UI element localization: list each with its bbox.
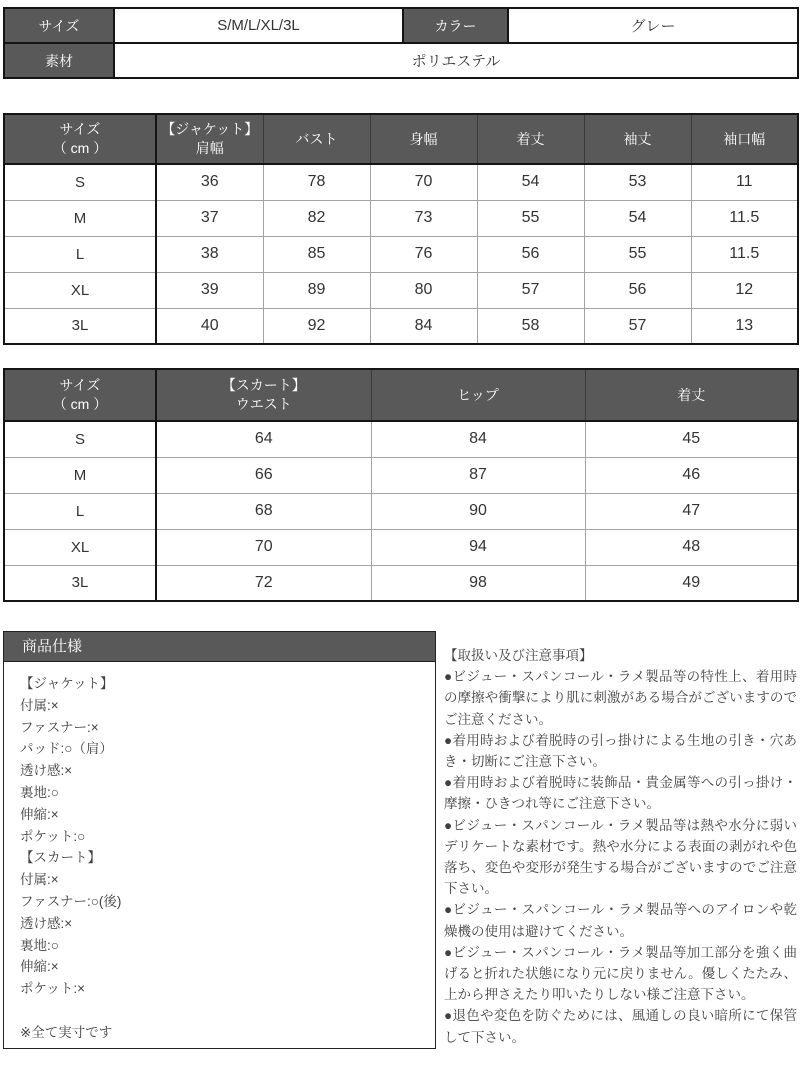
measurement-cell: 78 xyxy=(263,164,370,200)
measurement-cell: 49 xyxy=(585,565,798,601)
jacket-spec-item: 透け感:× xyxy=(20,763,73,779)
measurement-cell: 58 xyxy=(477,308,584,344)
color-value-cell: グレー xyxy=(508,8,798,43)
product-spec-body xyxy=(4,662,435,1044)
measurement-cell: 12 xyxy=(691,272,798,308)
skirt-spec-list xyxy=(20,869,419,1000)
size-row xyxy=(4,565,798,601)
material-header-cell: 素材 xyxy=(4,43,114,78)
measurement-cell: 98 xyxy=(371,565,585,601)
measurement-cell: 85 xyxy=(263,236,370,272)
skirt-spec-item: 伸縮:× xyxy=(20,959,59,975)
size-label-cell: 3L xyxy=(4,308,156,344)
measurement-cell: 70 xyxy=(156,529,371,565)
jacket-first-measure-header xyxy=(156,114,263,164)
care-note-item: ●着用時および着脱時に装飾品・貴金属等への引っ掛け・摩擦・ひきつれ等にご注意下さい。 xyxy=(444,775,797,812)
jacket-spec-item: 付属:× xyxy=(20,697,59,713)
skirt-spec-item: ファスナー:○(後) xyxy=(20,893,122,909)
skirt-first-measure-header xyxy=(156,369,371,421)
jacket-spec-list xyxy=(20,695,419,848)
measurement-cell: 92 xyxy=(263,308,370,344)
product-spec-title: 商品仕様 xyxy=(4,632,435,662)
size-label-cell: M xyxy=(4,200,156,236)
care-note-item: ●ビジュー・スパンコール・ラメ製品等加工部分を強く曲げると折れた状態になり元に戻りません。優しくたたみ、上から押さえたり叩いたりしない様ご注意下さい。 xyxy=(444,944,797,1003)
care-note-item: ●ビジュー・スパンコール・ラメ製品等の特性上、着用時の摩擦や衝撃により肌に刺激がある場合がございますのでご注意ください。 xyxy=(444,669,797,727)
jacket-spec-item: ファスナー:× xyxy=(20,719,99,735)
measurement-cell: 40 xyxy=(156,308,263,344)
measurement-cell: 73 xyxy=(370,200,477,236)
measurement-cell: 89 xyxy=(263,272,370,308)
measure-column-header: 着丈 xyxy=(585,369,798,421)
care-note-item: ●ビジュー・スパンコール・ラメ製品等へのアイロンや乾燥機の使用は避けてください。 xyxy=(444,902,797,939)
product-info-table xyxy=(3,7,799,79)
info-row-material xyxy=(4,43,798,78)
measurement-cell: 39 xyxy=(156,272,263,308)
product-spec-box xyxy=(3,631,436,1049)
jacket-spec-item: ポケット:○ xyxy=(20,828,86,844)
jacket-size-table xyxy=(3,113,799,345)
size-label-cell: S xyxy=(4,421,156,457)
measurement-cell: 38 xyxy=(156,236,263,272)
care-notes-title: 【取扱い及び注意事項】 xyxy=(444,648,593,663)
measure-column-header: 袖丈 xyxy=(584,114,691,164)
measure-column-header: ヒップ xyxy=(371,369,585,421)
skirt-first-measure-label: ウエスト xyxy=(235,396,292,412)
color-header-cell: カラー xyxy=(403,8,508,43)
jacket-spec-heading: 【ジャケット】 xyxy=(20,676,114,691)
measurement-cell: 56 xyxy=(584,272,691,308)
measurement-cell: 57 xyxy=(584,308,691,344)
measurement-cell: 45 xyxy=(585,421,798,457)
measurement-cell: 48 xyxy=(585,529,798,565)
jacket-header-row xyxy=(4,114,798,164)
measurement-cell: 37 xyxy=(156,200,263,236)
measurement-cell: 11.5 xyxy=(691,236,798,272)
measurement-cell: 80 xyxy=(370,272,477,308)
skirt-size-column-header xyxy=(4,369,156,421)
measurement-cell: 82 xyxy=(263,200,370,236)
measurement-cell: 53 xyxy=(584,164,691,200)
size-header-cell: サイズ xyxy=(4,8,114,43)
measurement-cell: 68 xyxy=(156,493,371,529)
measurement-cell: 36 xyxy=(156,164,263,200)
size-header-line2: （ cm ） xyxy=(52,140,108,156)
size-row xyxy=(4,236,798,272)
care-notes-list xyxy=(444,666,797,1048)
measurement-cell: 87 xyxy=(371,457,585,493)
care-note-item: ●着用時および着脱時の引っ掛けによる生地の引き・穴あき・切断にご注意下さい。 xyxy=(444,732,797,770)
jacket-spec-item: 裏地:○ xyxy=(20,784,59,800)
measure-column-header: 袖口幅 xyxy=(691,114,798,164)
size-row xyxy=(4,200,798,236)
size-value-cell: S/M/L/XL/3L xyxy=(114,8,403,43)
actual-measurement-note: ※全て実寸です xyxy=(20,1024,113,1040)
size-label-cell: XL xyxy=(4,529,156,565)
material-value-cell: ポリエステル xyxy=(114,43,798,78)
jacket-size-column-header xyxy=(4,114,156,164)
size-label-cell: S xyxy=(4,164,156,200)
size-row xyxy=(4,272,798,308)
jacket-spec-item: パッド:○（肩） xyxy=(20,741,113,757)
size-label-cell: L xyxy=(4,236,156,272)
size-label-cell: M xyxy=(4,457,156,493)
size-header-line1: サイズ xyxy=(59,121,101,137)
skirt-spec-heading: 【スカート】 xyxy=(20,850,101,866)
measurement-cell: 55 xyxy=(477,200,584,236)
skirt-spec-item: 裏地:○ xyxy=(20,937,59,953)
size-row xyxy=(4,493,798,529)
size-row xyxy=(4,529,798,565)
measurement-cell: 84 xyxy=(371,421,585,457)
size-header-line2: （ cm ） xyxy=(52,396,108,412)
care-note-item: ●退色や変色を防ぐためには、風通しの良い暗所にて保管して下さい。 xyxy=(444,1008,797,1045)
measurement-cell: 64 xyxy=(156,421,371,457)
skirt-garment-label: 【スカート】 xyxy=(221,377,306,393)
skirt-spec-item: ポケット:× xyxy=(20,981,85,997)
measure-column-header: 身幅 xyxy=(370,114,477,164)
measurement-cell: 76 xyxy=(370,236,477,272)
skirt-size-table xyxy=(3,368,799,602)
measurement-cell: 72 xyxy=(156,565,371,601)
measurement-cell: 46 xyxy=(585,457,798,493)
measure-column-header: 着丈 xyxy=(477,114,584,164)
size-header-line1: サイズ xyxy=(59,377,101,393)
skirt-header-row xyxy=(4,369,798,421)
care-notes-section xyxy=(444,645,797,1048)
care-note-item: ●ビジュー・スパンコール・ラメ製品等は熱や水分に弱いデリケートな素材です。熱や水分による表面の剥がれや色落ち、変色や変形が発生する場合がございますのでご注意下さい。 xyxy=(444,817,797,897)
skirt-spec-item: 透け感:× xyxy=(20,915,73,931)
measurement-cell: 13 xyxy=(691,308,798,344)
measurement-cell: 94 xyxy=(371,529,585,565)
info-row-size-color xyxy=(4,8,798,43)
measurement-cell: 54 xyxy=(477,164,584,200)
measurement-cell: 70 xyxy=(370,164,477,200)
size-row xyxy=(4,308,798,344)
size-label-cell: XL xyxy=(4,272,156,308)
measurement-cell: 56 xyxy=(477,236,584,272)
jacket-first-measure-label: 肩幅 xyxy=(195,140,224,156)
measurement-cell: 47 xyxy=(585,493,798,529)
measurement-cell: 11 xyxy=(691,164,798,200)
measurement-cell: 90 xyxy=(371,493,585,529)
measurement-cell: 84 xyxy=(370,308,477,344)
measurement-cell: 57 xyxy=(477,272,584,308)
jacket-spec-item: 伸縮:× xyxy=(20,806,59,822)
measure-column-header: バスト xyxy=(263,114,370,164)
size-row xyxy=(4,457,798,493)
measurement-cell: 11.5 xyxy=(691,200,798,236)
measurement-cell: 66 xyxy=(156,457,371,493)
skirt-spec-item: 付属:× xyxy=(20,872,59,888)
size-label-cell: L xyxy=(4,493,156,529)
size-row xyxy=(4,164,798,200)
measurement-cell: 55 xyxy=(584,236,691,272)
measurement-cell: 54 xyxy=(584,200,691,236)
size-label-cell: 3L xyxy=(4,565,156,601)
size-row xyxy=(4,421,798,457)
jacket-garment-label: 【ジャケット】 xyxy=(161,121,259,137)
